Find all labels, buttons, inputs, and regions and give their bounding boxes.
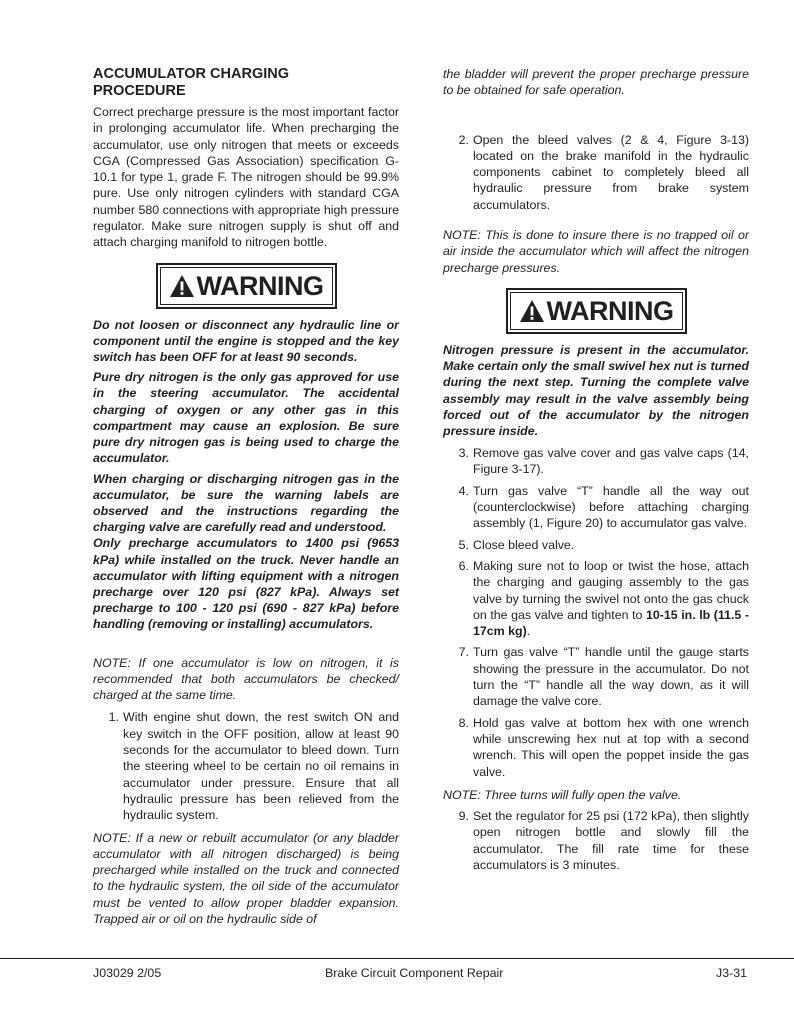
- step-number: 5.: [458, 537, 469, 552]
- step-6-end: .: [526, 624, 531, 639]
- step-text: Turn gas valve “T” handle until the gauge starts showing the pressure in the accumulator. Do not turn the “T” handle all the way down, as it will damage the valve core.: [473, 645, 749, 709]
- step-text: Turn gas valve “T” handle all the way out (counterclockwise) before attaching charging assembly (1, Figure 20) to accumulator gas valve.: [473, 483, 749, 531]
- footer-page-number: J3-31: [716, 966, 747, 980]
- step-number: 3.: [458, 446, 469, 461]
- step-number: 8.: [458, 715, 469, 730]
- footer-title: Brake Circuit Component Repair: [325, 966, 504, 980]
- note-continued: the bladder will prevent the proper precharge pressure to be obtained for safe operation.: [443, 67, 749, 98]
- step-9: [443, 808, 749, 873]
- warning-banner-left: [93, 263, 399, 309]
- step-text: Set the regulator for 25 psi (172 kPa), then slightly open nitrogen bottle and slowly fill the accumulator. The fill rate time for these accumulators is 3 minutes.: [473, 809, 749, 873]
- step-text: With engine shut down, the rest switch ON and key switch in the OFF position, allow at least 90 seconds for the accumulator to bleed down. Turn the steering wheel to be certain no oil remains in accumulator under pressure. Ensure that all hydraulic pressure has been relieved from the hydraulic system.: [123, 710, 399, 823]
- step-6-text: Making sure not to loop or twist the hose, attach the charging and gauging assembly to the gas valve by turning the swivel not onto the gas chuck on the gas valve and tighten to: [473, 558, 749, 622]
- warning-text-4: Only precharge accumulators to 1400 psi (9653 kPa) while installed on the truck. Never handle an accumulator with lifting equipment with a nitrogen precharge over 120 psi (827 kPa). Always set precharge to 100 - 120 psi (690 - 827 kPa) before handling (removing or installing) accumulators.: [93, 536, 399, 632]
- step-number: 6.: [458, 558, 469, 573]
- step-text: Close bleed valve.: [473, 537, 575, 552]
- step-number: 1.: [108, 710, 119, 725]
- step-text: Hold gas valve at bottom hex with one wrench while unscrewing hex nut at top with a second wrench. This will open the poppet inside the gas valve.: [473, 715, 749, 779]
- note-4: NOTE: Three turns will fully open the valve.: [443, 787, 682, 802]
- footer-doc-id: J03029 2/05: [93, 966, 162, 980]
- step-text: Remove gas valve cover and gas valve caps (14, Figure 3-17).: [473, 446, 749, 477]
- note-3: NOTE: This is done to insure there is no trapped oil or air inside the accumulator which will affect the nitrogen precharge pressures.: [443, 228, 749, 275]
- warning-text-3: When charging or discharging nitrogen gas in the accumulator, be sure the warning labels are observed and the instructions regarding the charging valve are carefully read and understood.: [93, 471, 399, 535]
- step-8: [443, 715, 749, 780]
- step-number: 7.: [458, 645, 469, 660]
- note-2: NOTE: If a new or rebuilt accumulator (or any bladder accumulator with all nitrogen discharged) is being precharged while installed on the truck and connected to the hydraulic system, the oil side of the accumulator must be vented to allow proper bladder expansion. Trapped air or oil on the hydraulic side of: [93, 830, 399, 926]
- heading-line-2: PROCEDURE: [93, 82, 186, 99]
- step-1: [93, 709, 399, 823]
- heading-line-1: ACCUMULATOR CHARGING: [93, 66, 290, 82]
- footer-divider: [0, 958, 794, 959]
- step-2: [443, 132, 749, 213]
- note-1: NOTE: If one accumulator is low on nitrogen, it is recommended that both accumulators be checked/ charged at the same time.: [93, 655, 399, 703]
- step-number: 9.: [458, 809, 469, 824]
- warning-label: WARNING: [546, 295, 674, 326]
- intro-paragraph: Correct precharge pressure is the most important factor in prolonging accumulator life. When precharging the accumulator, use only nitrogen that meets or exceeds CGA (Compressed Gas Association) specification G-10.1 for type 1, grade F. The nitrogen should be 99.9% pure. Use only nitrogen cylinders with standard CGA number 580 connections with appropriate high pressure regulator. Make sure nitrogen supply is shut off and attach charging manifold to nitrogen bottle.: [93, 105, 399, 250]
- step-6: [443, 558, 749, 639]
- warning-triangle-icon: [169, 274, 195, 298]
- warning-text-2: Pure dry nitrogen is the only gas approved for use in the steering accumulator. The accidental charging of oxygen or any other gas in this compartment may cause an explosion. Be sure pure dry nitrogen gas is being used to charge the accumulator.: [93, 370, 399, 466]
- step-text: [473, 558, 749, 639]
- right-column: [443, 66, 749, 873]
- warning-text-5: Nitrogen pressure is present in the accumulator. Make certain only the small swivel hex nut is turned during the next step. Turning the complete valve assembly may result in the valve assembly being forced out of the accumulator by the nitrogen pressure inside.: [443, 342, 749, 438]
- step-number: 2.: [458, 132, 469, 147]
- step-text: Open the bleed valves (2 & 4, Figure 3-13) located on the brake manifold in the hydraulic components cabinet to completely bleed all hydraulic pressure from brake system accumulators.: [473, 132, 749, 212]
- step-4: [443, 483, 749, 532]
- warning-banner-right: [443, 288, 749, 334]
- warning-text-1: Do not loosen or disconnect any hydraulic line or component until the engine is stopped and the key switch has been OFF for at least 90 seconds.: [93, 317, 399, 365]
- warning-label: WARNING: [196, 270, 324, 301]
- step-7: [443, 644, 749, 709]
- section-heading: [93, 66, 399, 99]
- step-number: 4.: [458, 483, 469, 498]
- step-3: [443, 445, 749, 478]
- left-column: [93, 66, 399, 927]
- torque-spec: 10-15 in. lb (11.5 - 17cm kg): [473, 607, 749, 639]
- step-5: [443, 537, 749, 553]
- warning-triangle-icon: [519, 299, 545, 323]
